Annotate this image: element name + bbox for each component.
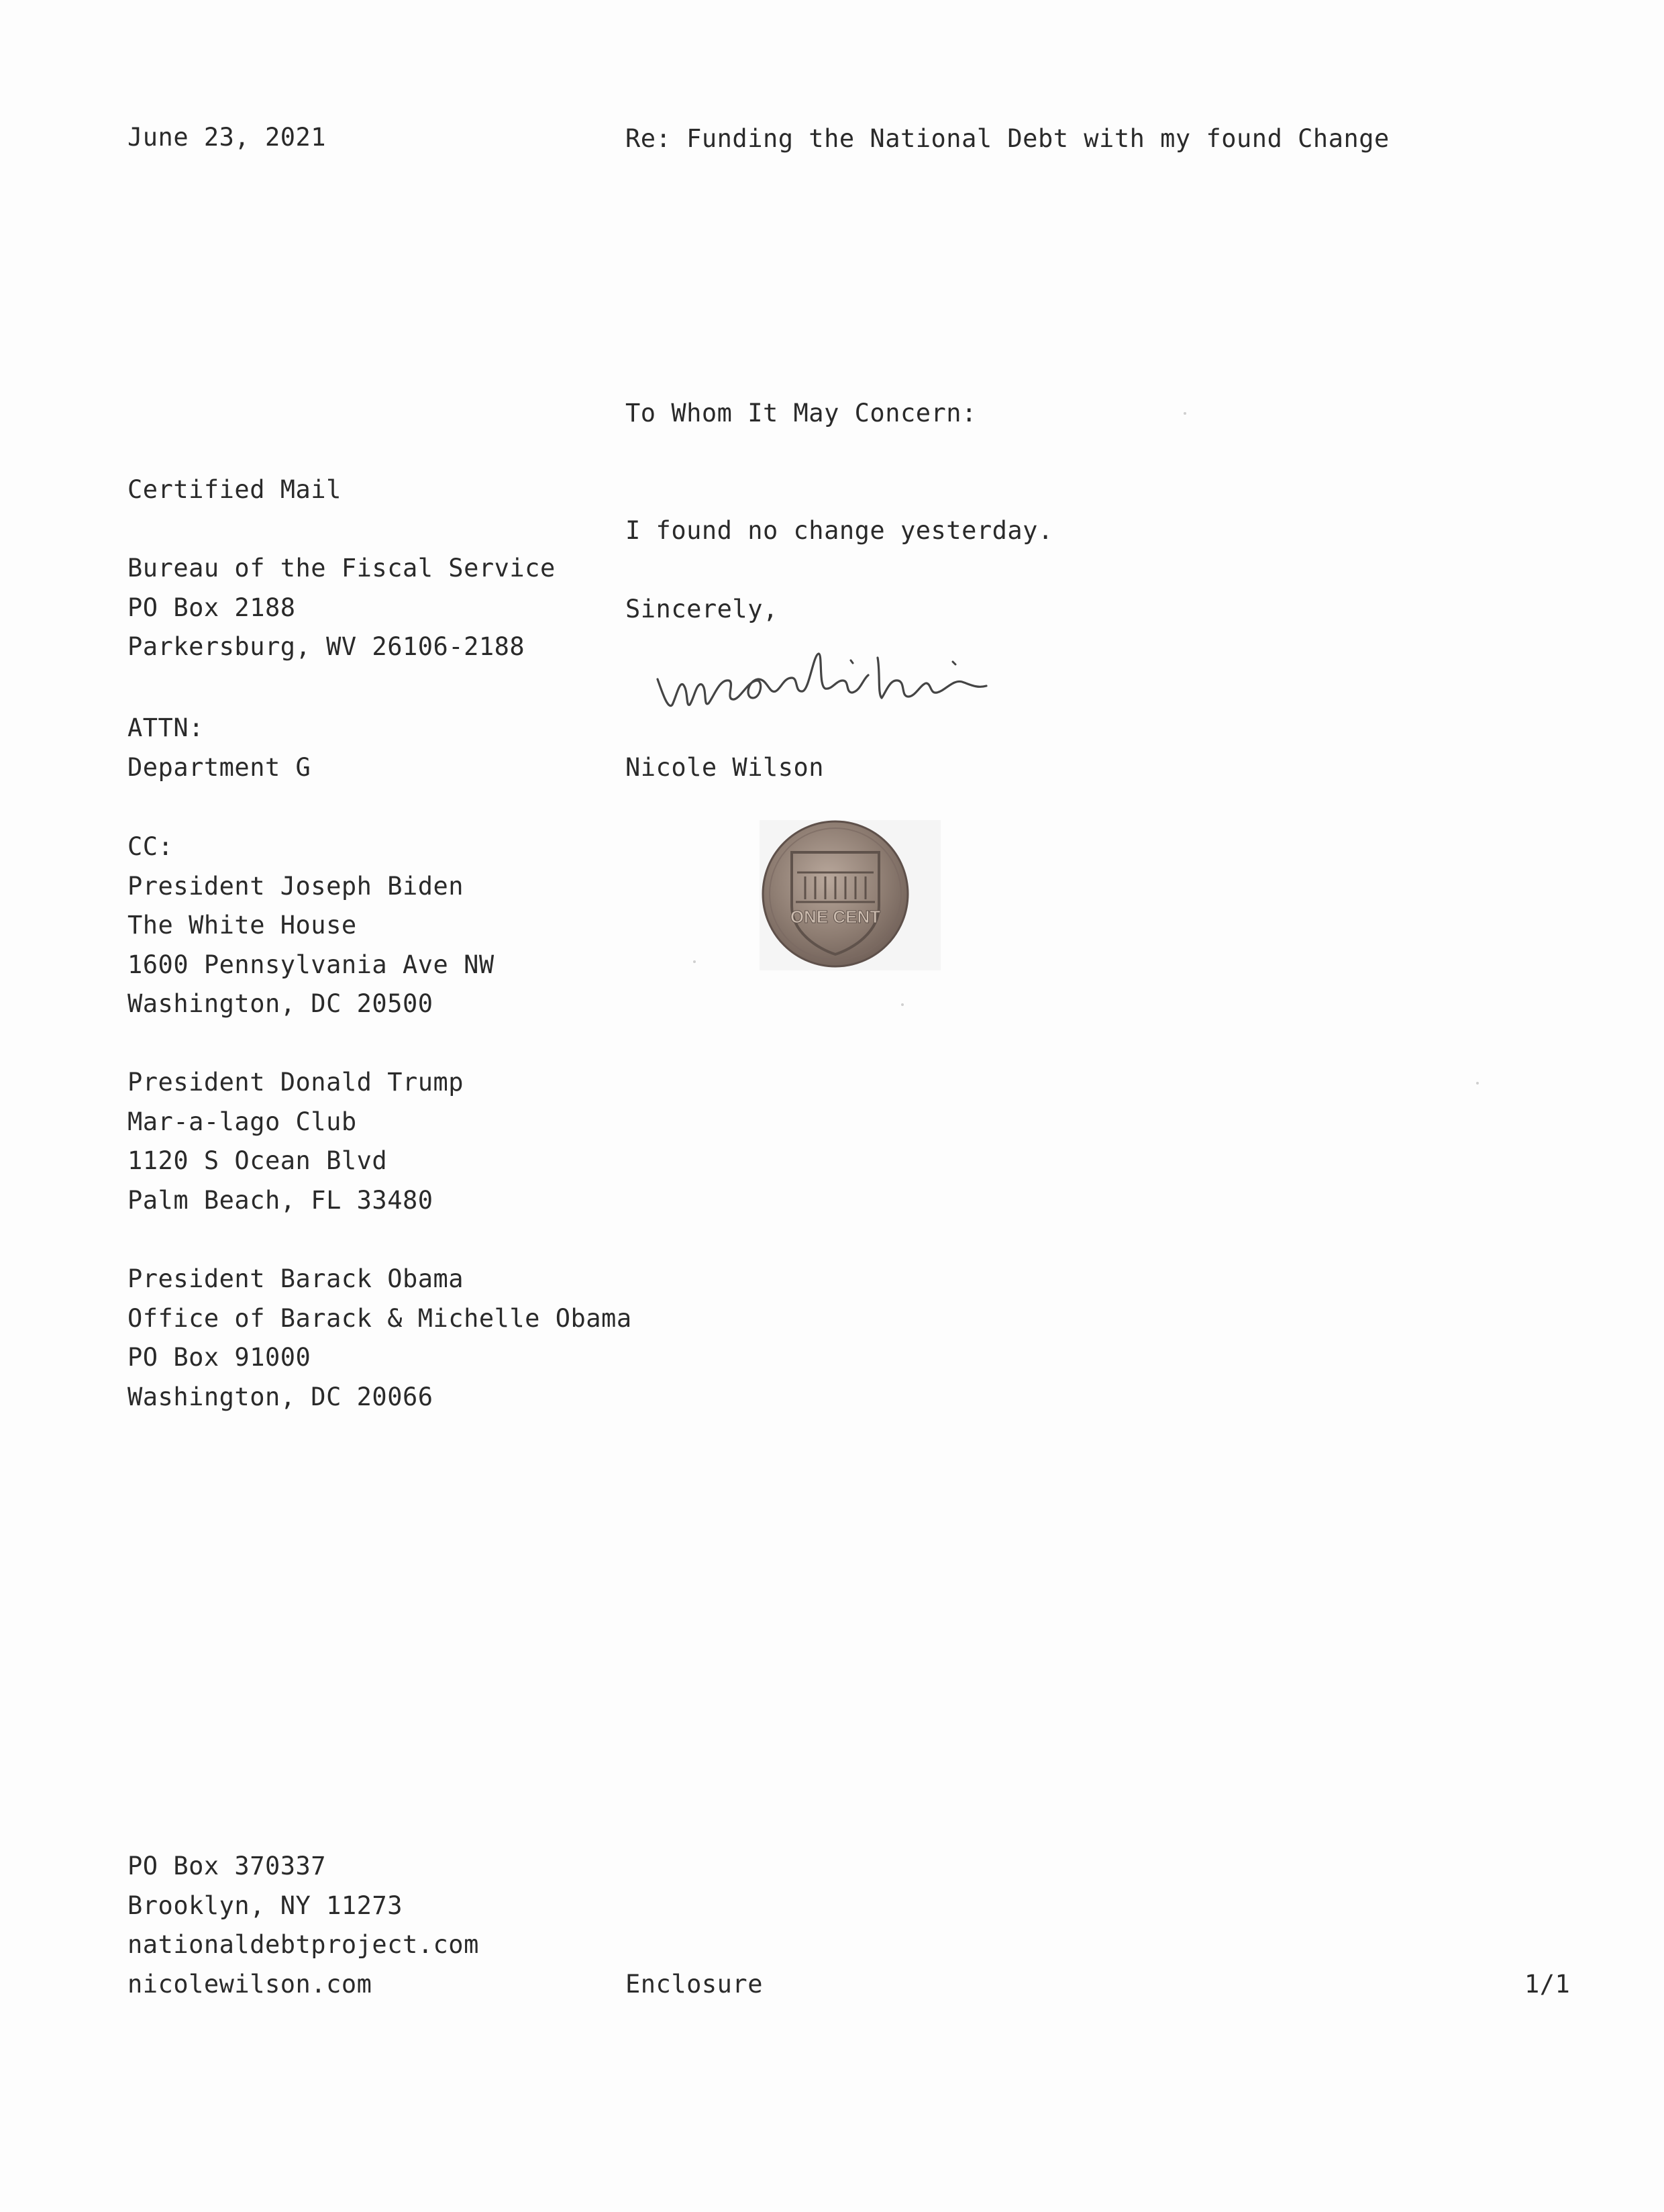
sender-address (127, 1847, 479, 2004)
scan-speck (693, 960, 696, 963)
cc-line: Office of Barack & Michelle Obama (127, 1303, 632, 1333)
cc-line: Washington, DC 20066 (127, 1382, 433, 1411)
coin-text: ONE CENT (790, 907, 881, 927)
signature-image (649, 638, 998, 725)
cc-line: 1120 S Ocean Blvd (127, 1146, 388, 1175)
letter-body: I found no change yesterday. (625, 516, 1053, 545)
signer-name: Nicole Wilson (625, 753, 825, 782)
letter-subject: Re: Funding the National Debt with my found Change (625, 124, 1390, 153)
cc-line: Washington, DC 20500 (127, 989, 433, 1018)
cc-line: The White House (127, 911, 357, 940)
sender-address-line: Brooklyn, NY 11273 (127, 1891, 403, 1920)
scan-speck (1184, 412, 1186, 415)
cc-block (127, 1260, 632, 1417)
recipient-address-line: Parkersburg, WV 26106-2188 (127, 632, 525, 661)
cc-line: Mar-a-lago Club (127, 1107, 357, 1136)
recipient-address-line: Bureau of the Fiscal Service (127, 554, 556, 583)
cc-line: President Joseph Biden (127, 871, 464, 901)
cc-label: CC: (127, 832, 174, 861)
cc-block (127, 1063, 464, 1220)
attn-label: ATTN: (127, 713, 204, 742)
enclosure-label: Enclosure (625, 1970, 763, 1999)
penny-coin-icon (751, 805, 946, 980)
sender-address-line: PO Box 370337 (127, 1852, 327, 1880)
recipient-address (127, 549, 556, 667)
page-number: 1/1 (1524, 1970, 1571, 1999)
attention-block (127, 709, 311, 787)
delivery-method: Certified Mail (127, 475, 342, 504)
recipient-address-line: PO Box 2188 (127, 593, 296, 622)
salutation: To Whom It May Concern: (625, 399, 977, 428)
sender-website: nationaldebtproject.com (127, 1930, 479, 1959)
cc-line: Palm Beach, FL 33480 (127, 1185, 433, 1215)
closing: Sincerely, (625, 595, 778, 623)
scan-speck (1476, 1082, 1479, 1085)
letter-date: June 23, 2021 (127, 123, 327, 152)
cc-line: President Barack Obama (127, 1264, 464, 1293)
sender-website: nicolewilson.com (127, 1969, 372, 1999)
cc-line: 1600 Pennsylvania Ave NW (127, 950, 495, 979)
cc-block (127, 827, 495, 1024)
cc-line: PO Box 91000 (127, 1343, 311, 1372)
attn-department: Department G (127, 752, 311, 782)
scan-speck (901, 1003, 904, 1006)
cc-line: President Donald Trump (127, 1068, 464, 1097)
enclosed-penny (751, 805, 946, 980)
